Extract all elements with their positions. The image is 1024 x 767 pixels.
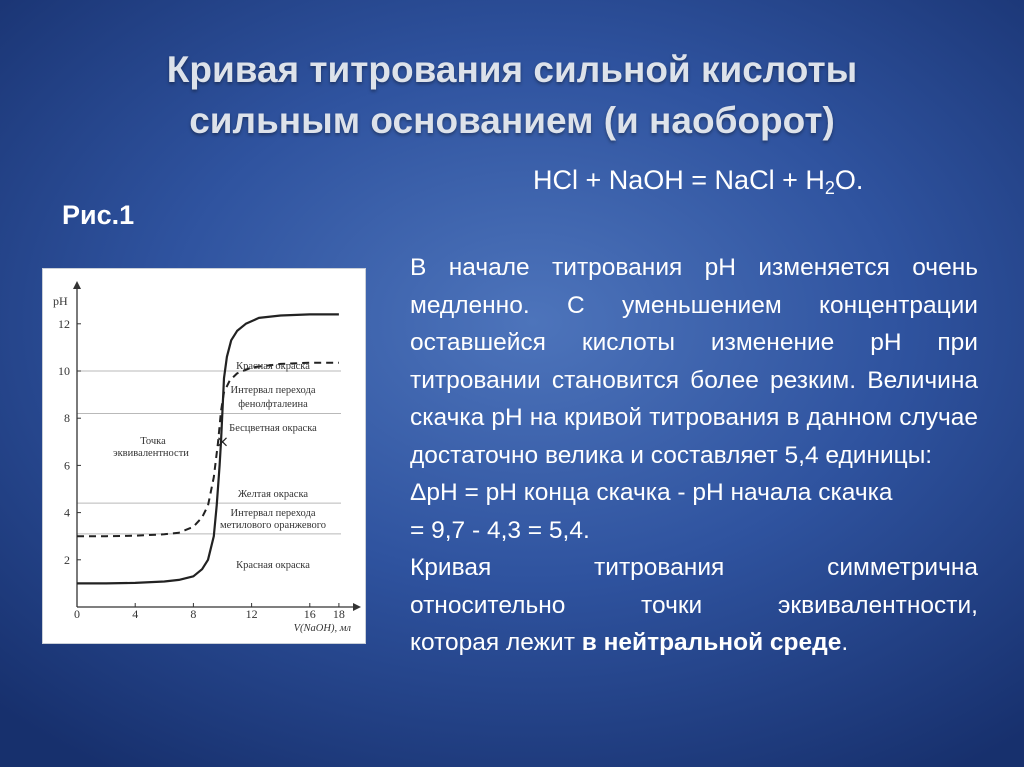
- paragraph-1: [410, 249, 978, 474]
- paragraph-1-last-line: составляет 5,4 единицы:: [650, 441, 933, 469]
- y-tick-label-4: 10: [58, 364, 70, 378]
- y-tick-label-0: 2: [64, 552, 70, 567]
- zone-label-1: Интервал перехода: [230, 385, 316, 396]
- paragraph-3-pre: которая лежит: [410, 629, 582, 656]
- zone-label-0: Красная окраска: [236, 361, 310, 372]
- y-tick-label-2: 6: [64, 458, 70, 473]
- y-axis-label: pH: [53, 294, 68, 308]
- equation-subscript: 2: [824, 178, 835, 198]
- formula-line-1: ΔpH = pH конца скачка - pH начала скачка: [410, 479, 893, 506]
- figure-label: Рис.1: [62, 200, 135, 230]
- title-line-2: сильным основанием (и наоборот): [189, 100, 835, 141]
- paragraph-1-text: В начале титрования pH изменяется очень медленно. С уменьшением концентрации оставшейся кислоты изменение pH при титровании становится более резким. Величина скачка pH на кривой титрования в данном случае достаточно велика и: [410, 254, 978, 469]
- x-tick-label-0: 0: [74, 607, 80, 621]
- x-axis-arrow: [353, 603, 361, 611]
- paragraph-3-line-1: Кривая титрования симметрична: [410, 554, 978, 581]
- y-tick-label-1: 4: [64, 505, 70, 520]
- chart-svg: [43, 269, 365, 643]
- reaction-equation: [533, 162, 863, 206]
- equation-part-1: HCl + NaOH = NaCl + H: [533, 165, 825, 195]
- zone-label-4: Желтая окраска: [237, 489, 309, 500]
- zone-label-3: Бесцветная окраска: [229, 423, 317, 434]
- titration-chart: [42, 268, 366, 644]
- equivalence-label-1: Точка: [140, 436, 166, 447]
- zone-label-7: Красная окраска: [236, 560, 310, 571]
- paragraph-3-post: .: [841, 629, 849, 656]
- zone-label-6: метилового оранжевого: [219, 520, 327, 531]
- formula-paragraph: [410, 474, 978, 549]
- x-tick-label-3: 12: [245, 607, 258, 621]
- paragraph-3: [410, 549, 978, 662]
- x-tick-label-4: 16: [303, 607, 316, 621]
- y-tick-label-5: 12: [58, 316, 70, 331]
- title-line-1: Кривая титрования сильной кислоты: [166, 49, 858, 90]
- explanation-text: [410, 249, 978, 662]
- equation-part-2: O.: [834, 165, 864, 195]
- y-axis-arrow: [73, 281, 81, 289]
- equivalence-label-2: эквивалентности: [113, 448, 189, 459]
- paragraph-3-line-3: [410, 629, 848, 656]
- y-tick-label-3: 8: [64, 411, 70, 426]
- x-tick-label-5: 18: [332, 607, 345, 621]
- slide-title: [0, 44, 1024, 146]
- x-tick-label-1: 4: [132, 607, 139, 621]
- zone-label-2: фенолфталеина: [238, 399, 308, 410]
- x-axis-label: V(NaOH), мл: [293, 623, 351, 634]
- formula-line-2: = 9,7 - 4,3 = 5,4.: [410, 516, 590, 544]
- x-tick-label-2: 8: [190, 607, 197, 621]
- zone-label-5: Интервал перехода: [230, 508, 316, 519]
- paragraph-3-bold: в нейтральной среде: [581, 629, 842, 656]
- paragraph-3-line-2: относительно точки эквивалентности,: [410, 591, 978, 619]
